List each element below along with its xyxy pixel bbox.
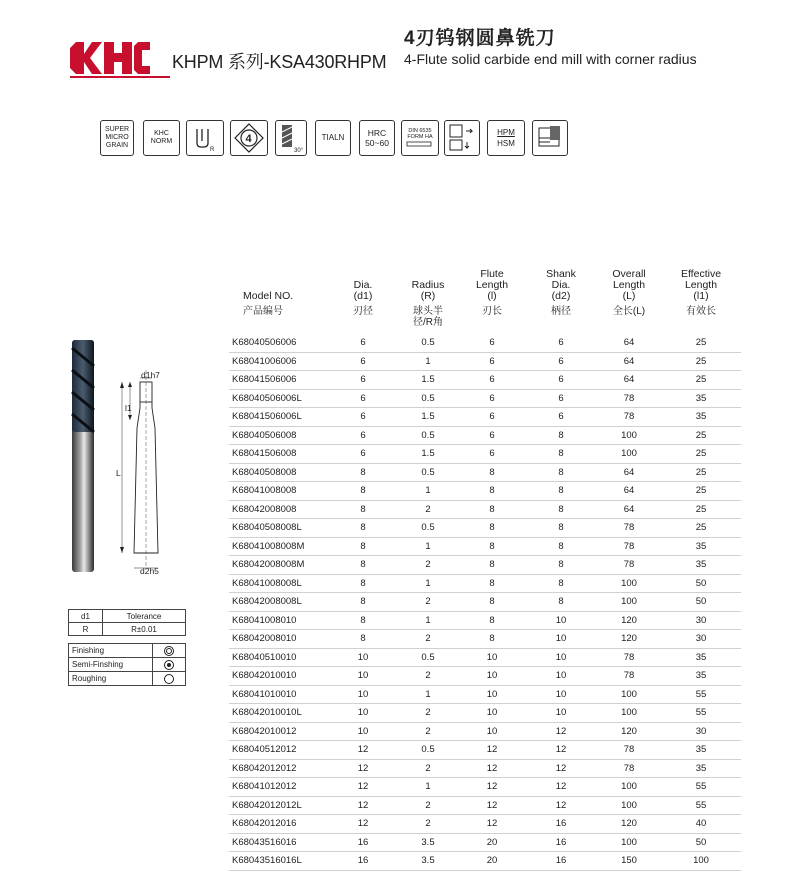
header-model: Model NO. — [243, 290, 294, 302]
cell-effective-length: 35 — [661, 741, 741, 760]
overall-length-label: L — [116, 468, 121, 478]
l1-label: l1 — [125, 403, 132, 413]
cell-overall-length: 64 — [597, 463, 661, 482]
cell-flute-length: 8 — [459, 593, 525, 612]
header-shank-dia: Shank Dia. (d2) — [546, 268, 576, 302]
cell-effective-length: 30 — [661, 722, 741, 741]
cell-effective-length: 50 — [661, 833, 741, 852]
cell-dia: 8 — [329, 556, 397, 575]
cell-overall-length: 78 — [597, 519, 661, 538]
cell-flute-length: 6 — [459, 371, 525, 390]
cell-flute-length: 10 — [459, 648, 525, 667]
cell-dia: 16 — [329, 852, 397, 871]
cell-effective-length: 55 — [661, 704, 741, 723]
cell-radius: 0.5 — [397, 389, 459, 408]
cell-dia: 8 — [329, 482, 397, 501]
cell-model: K68041012012 — [229, 778, 329, 797]
tool-dimension-drawing — [110, 368, 190, 578]
cell-model: K68042012012L — [229, 796, 329, 815]
table-row — [229, 519, 741, 538]
cell-dia: 6 — [329, 445, 397, 464]
header-cn-shank-dia: 柄径 — [551, 306, 571, 317]
cell-radius: 2 — [397, 667, 459, 686]
tol-cell: R — [69, 623, 103, 636]
cell-effective-length: 25 — [661, 445, 741, 464]
table-row — [229, 833, 741, 852]
cell-shank-dia: 12 — [525, 722, 597, 741]
cell-overall-length: 64 — [597, 334, 661, 352]
table-row — [229, 852, 741, 871]
cell-effective-length: 25 — [661, 463, 741, 482]
cell-radius: 1 — [397, 482, 459, 501]
cell-overall-length: 78 — [597, 667, 661, 686]
cell-radius: 3.5 — [397, 833, 459, 852]
cell-model: K68041008008L — [229, 574, 329, 593]
cell-overall-length: 64 — [597, 500, 661, 519]
cell-dia: 8 — [329, 519, 397, 538]
khc-norm-badge: KHC NORM — [143, 120, 180, 156]
table-row — [229, 630, 741, 649]
cell-dia: 10 — [329, 704, 397, 723]
cell-dia: 6 — [329, 334, 397, 352]
header-cn-effective-length: 有效长 — [686, 306, 716, 317]
cell-overall-length: 120 — [597, 630, 661, 649]
cell-dia: 10 — [329, 685, 397, 704]
cell-shank-dia: 10 — [525, 611, 597, 630]
series-title: KHPM 系列-KSA430RHPM — [172, 52, 387, 72]
cell-dia: 8 — [329, 574, 397, 593]
table-row — [229, 371, 741, 390]
cell-shank-dia: 10 — [525, 648, 597, 667]
cell-model: K68041506006 — [229, 371, 329, 390]
cell-effective-length: 25 — [661, 519, 741, 538]
cell-radius: 2 — [397, 704, 459, 723]
cell-radius: 2 — [397, 630, 459, 649]
cell-shank-dia: 8 — [525, 556, 597, 575]
cell-flute-length: 6 — [459, 352, 525, 371]
cell-effective-length: 35 — [661, 667, 741, 686]
cell-dia: 16 — [329, 833, 397, 852]
cell-shank-dia: 6 — [525, 371, 597, 390]
cell-model: K68040512012 — [229, 741, 329, 760]
cell-radius: 1 — [397, 352, 459, 371]
d1h7-label: d1h7 — [141, 370, 160, 380]
header-radius: Radius (R) — [411, 279, 445, 302]
cell-effective-length: 35 — [661, 537, 741, 556]
cell-radius: 2 — [397, 722, 459, 741]
product-title-cn: 4刃钨钢圆鼻铣刀 — [404, 28, 556, 49]
cell-overall-length: 78 — [597, 648, 661, 667]
header-cn-radius: 球头半 径/R角 — [413, 306, 443, 328]
table-row — [229, 537, 741, 556]
table-row — [229, 445, 741, 464]
khc-logo — [70, 42, 150, 74]
table-row — [229, 722, 741, 741]
cell-flute-length: 6 — [459, 445, 525, 464]
cell-flute-length: 8 — [459, 482, 525, 501]
cell-overall-length: 100 — [597, 574, 661, 593]
table-row — [229, 611, 741, 630]
cell-effective-length: 35 — [661, 408, 741, 427]
cell-dia: 6 — [329, 389, 397, 408]
cell-shank-dia: 8 — [525, 593, 597, 612]
cell-shank-dia: 8 — [525, 463, 597, 482]
svg-text:4: 4 — [245, 133, 252, 145]
cell-shank-dia: 8 — [525, 482, 597, 501]
cell-flute-length: 8 — [459, 500, 525, 519]
table-row — [229, 815, 741, 834]
cell-shank-dia: 6 — [525, 389, 597, 408]
cell-dia: 6 — [329, 426, 397, 445]
cell-effective-length: 35 — [661, 759, 741, 778]
cell-flute-length: 12 — [459, 796, 525, 815]
table-row — [229, 389, 741, 408]
cell-flute-length: 8 — [459, 556, 525, 575]
cell-flute-length: 6 — [459, 334, 525, 352]
cell-radius: 0.5 — [397, 648, 459, 667]
cell-radius: 1.5 — [397, 445, 459, 464]
cell-radius: 1.5 — [397, 371, 459, 390]
cell-effective-length: 25 — [661, 352, 741, 371]
cell-overall-length: 100 — [597, 445, 661, 464]
cell-model: K68042008008M — [229, 556, 329, 575]
cell-dia: 8 — [329, 593, 397, 612]
cell-radius: 1 — [397, 537, 459, 556]
cell-effective-length: 55 — [661, 685, 741, 704]
cell-overall-length: 78 — [597, 759, 661, 778]
cell-flute-length: 12 — [459, 759, 525, 778]
cell-shank-dia: 6 — [525, 352, 597, 371]
cell-shank-dia: 8 — [525, 519, 597, 538]
cell-overall-length: 78 — [597, 537, 661, 556]
four-flutes-icon — [230, 120, 268, 156]
cell-model: K68041008008 — [229, 482, 329, 501]
table-row — [229, 482, 741, 501]
cell-dia: 10 — [329, 667, 397, 686]
header-dia: Dia. (d1) — [353, 279, 373, 302]
cell-shank-dia: 16 — [525, 815, 597, 834]
circle-dot-icon — [164, 660, 174, 670]
cell-model: K68040506008 — [229, 426, 329, 445]
cell-dia: 8 — [329, 500, 397, 519]
cell-overall-length: 78 — [597, 556, 661, 575]
cell-flute-length: 6 — [459, 408, 525, 427]
cell-model: K68042010012 — [229, 722, 329, 741]
cell-overall-length: 64 — [597, 482, 661, 501]
cell-radius: 0.5 — [397, 334, 459, 352]
header-cn-overall-length: 全长(L) — [612, 306, 646, 317]
cell-flute-length: 8 — [459, 537, 525, 556]
cell-overall-length: 100 — [597, 593, 661, 612]
table-row — [229, 759, 741, 778]
header-flute-length: Flute Length (l) — [475, 268, 509, 302]
cell-dia: 6 — [329, 371, 397, 390]
header-cn-dia: 刃径 — [353, 306, 373, 317]
cell-model: K68041010010 — [229, 685, 329, 704]
table-row — [229, 556, 741, 575]
cell-radius: 2 — [397, 593, 459, 612]
table-row — [229, 704, 741, 723]
product-title-en: 4-Flute solid carbide end mill with corner radius — [404, 51, 697, 67]
cell-flute-length: 10 — [459, 722, 525, 741]
finishing-legend — [68, 643, 186, 686]
table-row — [229, 648, 741, 667]
table-row — [229, 463, 741, 482]
double-circle-icon — [164, 646, 174, 656]
cell-model: K68042008008 — [229, 500, 329, 519]
cell-effective-length: 25 — [661, 334, 741, 352]
table-row — [229, 408, 741, 427]
header-accent-line — [70, 76, 170, 78]
cell-overall-length: 78 — [597, 389, 661, 408]
cell-overall-length: 64 — [597, 371, 661, 390]
cell-model: K68041506008 — [229, 445, 329, 464]
tol-cell: d1 — [69, 610, 103, 623]
spec-table — [229, 258, 741, 871]
cell-effective-length: 25 — [661, 426, 741, 445]
helix-angle-icon — [275, 120, 307, 156]
cell-flute-length: 8 — [459, 574, 525, 593]
cell-effective-length: 50 — [661, 593, 741, 612]
cell-overall-length: 100 — [597, 778, 661, 797]
cell-shank-dia: 12 — [525, 796, 597, 815]
cell-model: K68042010010L — [229, 704, 329, 723]
cell-effective-length: 55 — [661, 796, 741, 815]
cell-shank-dia: 10 — [525, 704, 597, 723]
cell-radius: 1.5 — [397, 408, 459, 427]
cell-shank-dia: 8 — [525, 500, 597, 519]
cell-effective-length: 50 — [661, 574, 741, 593]
cell-overall-length: 78 — [597, 741, 661, 760]
cell-effective-length: 30 — [661, 611, 741, 630]
table-row — [229, 500, 741, 519]
cell-flute-length: 8 — [459, 611, 525, 630]
cell-dia: 12 — [329, 741, 397, 760]
cell-effective-length: 30 — [661, 630, 741, 649]
cell-shank-dia: 16 — [525, 852, 597, 871]
cell-model: K68043516016L — [229, 852, 329, 871]
cell-flute-length: 10 — [459, 704, 525, 723]
cell-flute-length: 8 — [459, 519, 525, 538]
cell-flute-length: 12 — [459, 778, 525, 797]
cell-dia: 12 — [329, 778, 397, 797]
cell-overall-length: 100 — [597, 796, 661, 815]
cell-radius: 0.5 — [397, 519, 459, 538]
cell-shank-dia: 8 — [525, 445, 597, 464]
cell-dia: 6 — [329, 352, 397, 371]
table-row — [229, 334, 741, 352]
din-form-badge: DIN 6535 FORM HA — [401, 120, 439, 156]
table-row — [229, 685, 741, 704]
super-micro-grain-badge: SUPER MICRO GRAIN — [100, 120, 134, 156]
cell-dia: 8 — [329, 630, 397, 649]
header-effective-length: Effective Length (l1) — [680, 268, 722, 302]
cell-flute-length: 8 — [459, 463, 525, 482]
cell-flute-length: 12 — [459, 741, 525, 760]
finishing-label: Finishing — [69, 644, 153, 658]
cell-model: K68040506006L — [229, 389, 329, 408]
cell-radius: 2 — [397, 500, 459, 519]
cell-shank-dia: 12 — [525, 759, 597, 778]
cell-model: K68042012012 — [229, 759, 329, 778]
tol-cell: Tolerance — [103, 610, 186, 623]
semi-finishing-label: Semi-Finshing — [69, 658, 153, 672]
cell-effective-length: 35 — [661, 389, 741, 408]
header-overall-length: Overall Length (L) — [612, 268, 646, 302]
cell-model: K68043516016 — [229, 833, 329, 852]
cell-dia: 10 — [329, 722, 397, 741]
cell-radius: 0.5 — [397, 741, 459, 760]
cell-dia: 12 — [329, 796, 397, 815]
cell-overall-length: 64 — [597, 352, 661, 371]
cell-radius: 0.5 — [397, 426, 459, 445]
cell-flute-length: 10 — [459, 685, 525, 704]
cell-model: K68040510010 — [229, 648, 329, 667]
cell-radius: 1 — [397, 574, 459, 593]
cell-overall-length: 78 — [597, 408, 661, 427]
cell-dia: 8 — [329, 537, 397, 556]
cell-overall-length: 100 — [597, 685, 661, 704]
cell-overall-length: 100 — [597, 426, 661, 445]
cell-flute-length: 12 — [459, 815, 525, 834]
cell-effective-length: 40 — [661, 815, 741, 834]
cell-shank-dia: 8 — [525, 537, 597, 556]
cell-radius: 1 — [397, 778, 459, 797]
cell-shank-dia: 12 — [525, 741, 597, 760]
tol-cell: R±0.01 — [103, 623, 186, 636]
cell-shank-dia: 6 — [525, 334, 597, 352]
cell-flute-length: 6 — [459, 389, 525, 408]
cell-overall-length: 120 — [597, 722, 661, 741]
empty-circle-icon — [164, 674, 174, 684]
cell-radius: 2 — [397, 796, 459, 815]
cell-shank-dia: 10 — [525, 685, 597, 704]
table-row — [229, 741, 741, 760]
cell-flute-length: 20 — [459, 833, 525, 852]
cell-flute-length: 10 — [459, 667, 525, 686]
header-cn-model: 产品编号 — [243, 306, 283, 317]
cell-radius: 1 — [397, 611, 459, 630]
roughing-label: Roughing — [69, 672, 153, 686]
cell-model: K68042012016 — [229, 815, 329, 834]
cell-radius: 3.5 — [397, 852, 459, 871]
cell-shank-dia: 12 — [525, 778, 597, 797]
cell-shank-dia: 16 — [525, 833, 597, 852]
cell-shank-dia: 8 — [525, 426, 597, 445]
cell-shank-dia: 10 — [525, 630, 597, 649]
cell-flute-length: 20 — [459, 852, 525, 871]
cell-model: K68041008010 — [229, 611, 329, 630]
cell-overall-length: 150 — [597, 852, 661, 871]
cell-radius: 1 — [397, 685, 459, 704]
cell-model: K68040506006 — [229, 334, 329, 352]
cell-overall-length: 100 — [597, 833, 661, 852]
cell-flute-length: 6 — [459, 426, 525, 445]
table-row — [229, 352, 741, 371]
cell-radius: 0.5 — [397, 463, 459, 482]
cell-model: K68041008008M — [229, 537, 329, 556]
d2h5-label: d2h5 — [140, 566, 159, 576]
cell-shank-dia: 8 — [525, 574, 597, 593]
cell-effective-length: 35 — [661, 556, 741, 575]
cell-shank-dia: 6 — [525, 408, 597, 427]
svg-text:R: R — [210, 147, 215, 153]
tolerance-table — [68, 609, 186, 636]
cell-radius: 2 — [397, 815, 459, 834]
hrc-badge: HRC 50~60 — [359, 120, 395, 156]
cell-model: K68041506006L — [229, 408, 329, 427]
cell-flute-length: 8 — [459, 630, 525, 649]
cell-overall-length: 100 — [597, 704, 661, 723]
machining-icon — [532, 120, 568, 156]
cell-model: K68042008010 — [229, 630, 329, 649]
table-row — [229, 796, 741, 815]
cell-dia: 8 — [329, 463, 397, 482]
material-hpm-hsm-badge: HPM HSM — [487, 120, 525, 156]
cell-model: K68040508008L — [229, 519, 329, 538]
table-row — [229, 593, 741, 612]
cell-dia: 6 — [329, 408, 397, 427]
table-row — [229, 426, 741, 445]
cell-model: K68042010010 — [229, 667, 329, 686]
coating-badge: TIALN — [315, 120, 351, 156]
cell-effective-length: 55 — [661, 778, 741, 797]
cell-dia: 12 — [329, 815, 397, 834]
cell-effective-length: 25 — [661, 500, 741, 519]
cell-model: K68042008008L — [229, 593, 329, 612]
cell-overall-length: 120 — [597, 815, 661, 834]
svg-text:30°: 30° — [294, 148, 304, 154]
cutting-direction-icon — [444, 120, 480, 156]
cell-effective-length: 100 — [661, 852, 741, 871]
cell-dia: 10 — [329, 648, 397, 667]
cell-overall-length: 120 — [597, 611, 661, 630]
cell-model: K68040508008 — [229, 463, 329, 482]
cell-model: K68041006006 — [229, 352, 329, 371]
cell-dia: 12 — [329, 759, 397, 778]
cell-effective-length: 25 — [661, 482, 741, 501]
cell-dia: 8 — [329, 611, 397, 630]
end-mill-photo — [64, 340, 104, 572]
cell-effective-length: 25 — [661, 371, 741, 390]
header-cn-flute-length: 刃长 — [482, 306, 502, 317]
cell-radius: 2 — [397, 759, 459, 778]
cell-effective-length: 35 — [661, 648, 741, 667]
table-row — [229, 778, 741, 797]
table-row — [229, 667, 741, 686]
cell-radius: 2 — [397, 556, 459, 575]
cell-shank-dia: 10 — [525, 667, 597, 686]
table-row — [229, 574, 741, 593]
corner-radius-icon — [186, 120, 224, 156]
